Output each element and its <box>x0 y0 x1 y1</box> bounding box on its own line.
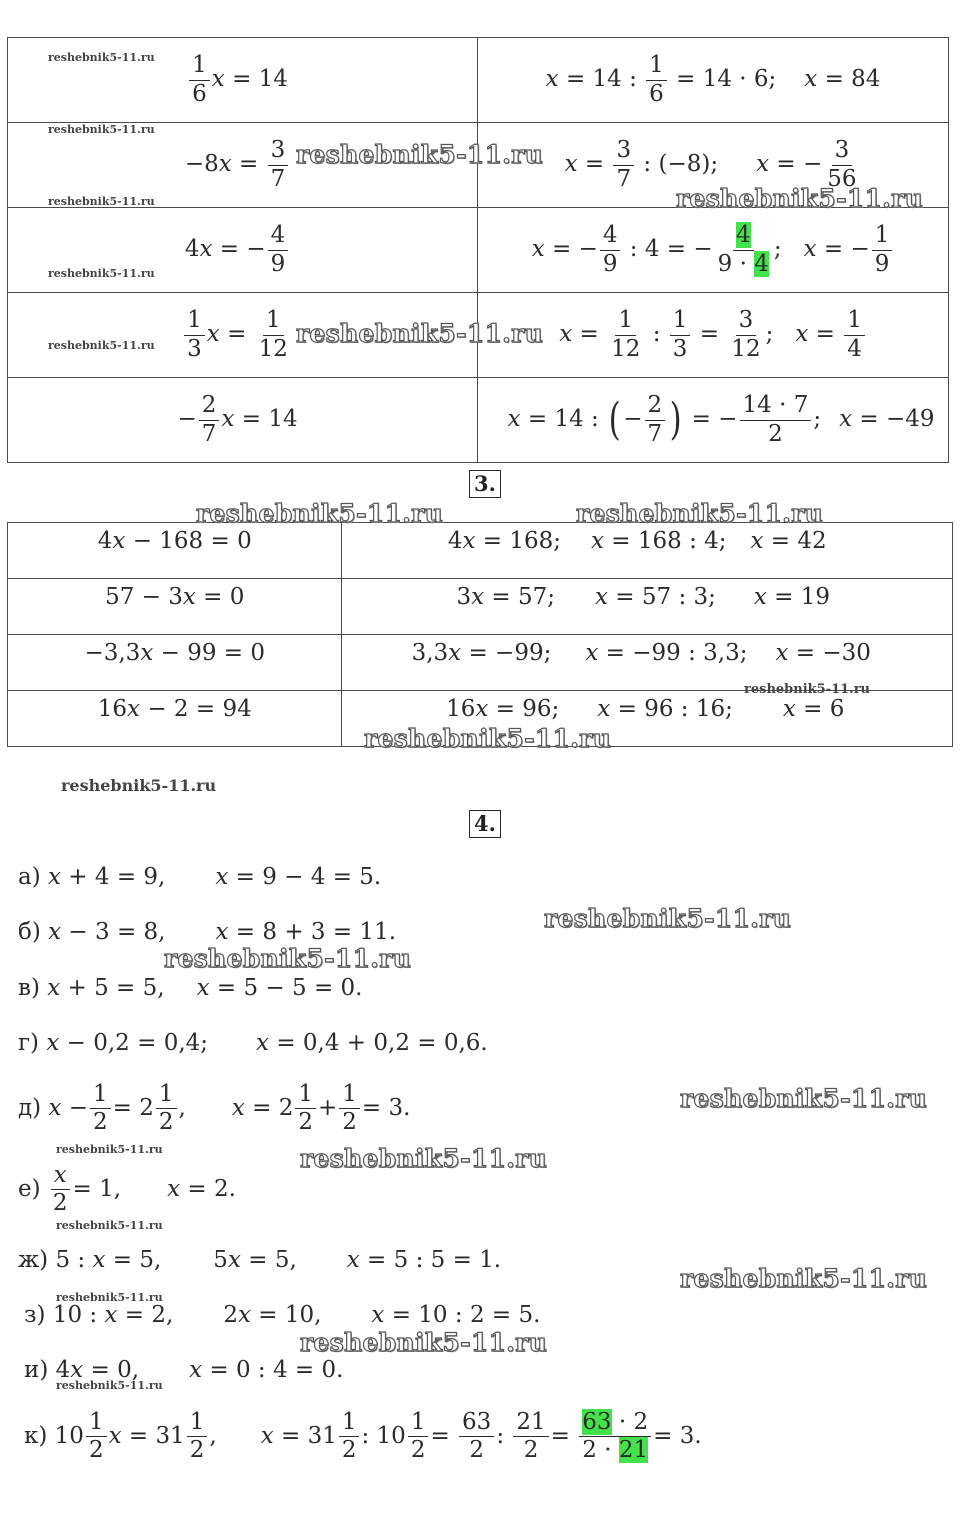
table-cell-solution: x = $\frac{1}{12}$ : $\frac{1}{3}$ = $\frac{3}{12}$ ; x = $\frac{1}{4}$ <box>478 293 949 378</box>
table-cell-solution: x = $\frac{3}{7}$ : (−8); x = − $\frac{3}{56}$ <box>478 123 949 208</box>
watermark: reshebnik5-11.ru <box>296 319 544 348</box>
solution-line-e: е) $\frac{x}{2}$ = 1, x = 2. <box>18 1162 236 1217</box>
watermark: reshebnik5-11.ru <box>48 51 155 64</box>
watermark: reshebnik5-11.ru <box>56 1291 163 1304</box>
watermark: reshebnik5-11.ru <box>680 1084 928 1113</box>
table-row <box>8 579 953 635</box>
table-cell-equation: 57 − 3x = 0 <box>8 579 342 635</box>
solution-line-b: б) x − 3 = 8, x = 8 + 3 = 11. <box>18 919 397 945</box>
solution-line-d: д) x − $\frac{1}{2}$ = 2 $\frac{1}{2}$ , x = 2 $\frac{1}{2}$ + $\frac{1}{2}$ = 3. <box>18 1081 411 1136</box>
watermark: reshebnik5-11.ru <box>56 1379 163 1392</box>
section-number-4: 4. <box>469 810 501 838</box>
watermark: reshebnik5-11.ru <box>48 339 155 352</box>
table-cell-equation: $\frac{1}{3}$ x = $\frac{1}{12}$ <box>8 293 478 378</box>
watermark: reshebnik5-11.ru <box>300 1144 548 1173</box>
cancel-highlight: 4 <box>735 222 751 249</box>
table-cell-solution: x = 14 : ( − $\frac{2}{7}$ ) = − $\frac{14 \cdot 7}{2}$ ; x = −49 <box>478 378 949 463</box>
table-cell-equation: 4x − 168 = 0 <box>8 523 342 579</box>
table-cell-solution: 4x = 168; x = 168 : 4; x = 42 <box>342 523 953 579</box>
solution-line-a: а) x + 4 = 9, x = 9 − 4 = 5. <box>18 864 382 890</box>
watermark: reshebnik5-11.ru <box>48 123 155 136</box>
table-cell-equation: −3,3x − 99 = 0 <box>8 635 342 691</box>
section-number-3: 3. <box>469 470 501 498</box>
table-row <box>8 378 949 463</box>
table-cell-equation: $\frac{1}{6}$ x = 14 <box>8 38 478 123</box>
table-row <box>8 523 953 579</box>
watermark: reshebnik5-11.ru <box>364 724 612 753</box>
table-cell-solution: x = − $\frac{4}{9}$ : 4 = − $\frac{4}{9 \cdot 4}$ ; x = − $\frac{1}{9}$ <box>478 208 949 293</box>
solution-line-g: г) x − 0,2 = 0,4; x = 0,4 + 0,2 = 0,6. <box>18 1030 488 1056</box>
table-cell-solution: 3x = 57; x = 57 : 3; x = 19 <box>342 579 953 635</box>
watermark: reshebnik5-11.ru <box>48 195 155 208</box>
watermark: reshebnik5-11.ru <box>196 499 444 528</box>
watermark: reshebnik5-11.ru <box>56 1143 163 1156</box>
watermark: reshebnik5-11.ru <box>48 267 155 280</box>
watermark: reshebnik5-11.ru <box>61 776 217 795</box>
table-cell-solution: 16x = 96; x = 96 : 16; x = 6 <box>342 691 953 747</box>
table-cell-equation: 4x = − $\frac{4}{9}$ <box>8 208 478 293</box>
solution-line-k: к) 10 $\frac{1}{2}$ x = 31 $\frac{1}{2}$ , x = 31 $\frac{1}{2}$ : 10 $\frac{1}{2}$ = $\frac{63}{2}$ : $\frac{21}{2}$ = $\frac{63 \cdot 2}{2 \cdot 21}$ = 3. <box>24 1409 702 1464</box>
cancel-highlight: 4 <box>754 250 769 277</box>
table-cell-equation: −8x = $\frac{3}{7}$ <box>8 123 478 208</box>
watermark: reshebnik5-11.ru <box>744 682 871 697</box>
watermark: reshebnik5-11.ru <box>680 1264 928 1293</box>
watermark: reshebnik5-11.ru <box>544 904 792 933</box>
equations-table-2 <box>7 37 949 463</box>
table-cell-equation: 16x − 2 = 94 <box>8 691 342 747</box>
equations-table-3 <box>7 522 953 747</box>
table-cell-equation: − $\frac{2}{7}$ x = 14 <box>8 378 478 463</box>
watermark: reshebnik5-11.ru <box>300 1328 548 1357</box>
watermark: reshebnik5-11.ru <box>164 944 412 973</box>
watermark: reshebnik5-11.ru <box>296 140 544 169</box>
solution-line-z: з) 10 : x = 2, 2x = 10, x = 10 : 2 = 5. <box>24 1302 541 1328</box>
solution-line-v: в) x + 5 = 5, x = 5 − 5 = 0. <box>18 975 363 1001</box>
watermark: reshebnik5-11.ru <box>56 1219 163 1232</box>
table-cell-solution: x = 14 : $\frac{1}{6}$ = 14 · 6; x = 84 <box>478 38 949 123</box>
watermark: reshebnik5-11.ru <box>676 184 924 213</box>
cancel-highlight: 21 <box>618 1437 649 1464</box>
solution-line-zh: ж) 5 : x = 5, 5x = 5, x = 5 : 5 = 1. <box>18 1247 502 1273</box>
watermark: reshebnik5-11.ru <box>576 499 824 528</box>
table-cell-solution: 3,3x = −99; x = −99 : 3,3; x = −30 <box>342 635 953 691</box>
solution-line-i: и) 4x = 0, x = 0 : 4 = 0. <box>24 1357 344 1383</box>
cancel-highlight: 63 <box>582 1409 612 1435</box>
